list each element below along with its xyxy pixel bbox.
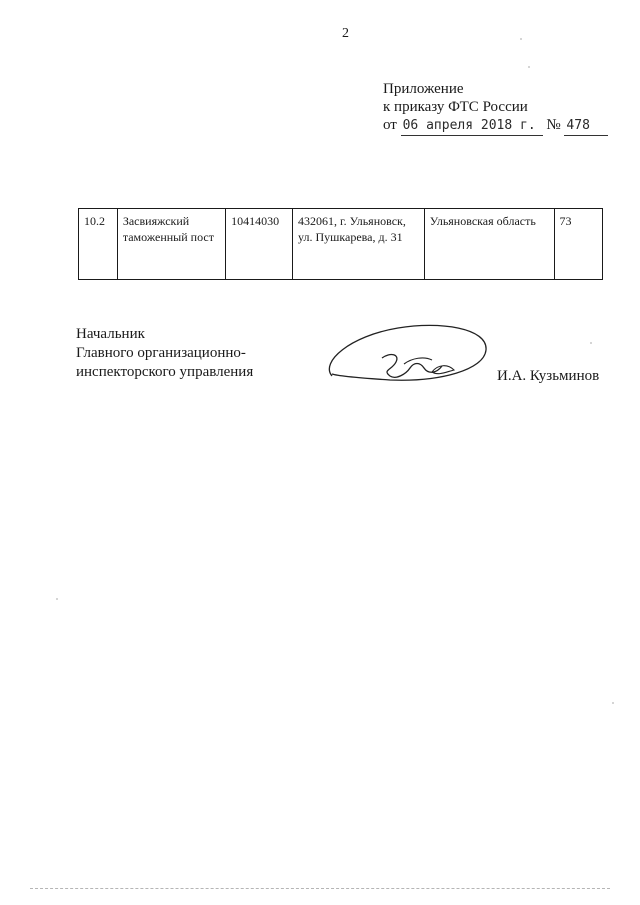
appendix-date-line [383,116,608,136]
scan-speck [528,66,530,68]
cell-region-code: 73 [554,209,603,280]
order-date: 06 апреля 2018 г. [401,117,543,136]
position-line: Главного организационно- [76,345,246,361]
position-line: инспекторского управления [76,364,254,380]
cell-region: Ульяновская область [424,209,554,280]
date-prefix: от [383,117,397,133]
cell-post-name: Засвияжский таможенный пост [117,209,225,280]
cell-address: 432061, г. Ульяновск, ул. Пушкарева, д. 31 [293,209,425,280]
table-row [79,209,603,280]
scan-speck [612,702,614,704]
cell-row-number: 10.2 [79,209,118,280]
page-number: 2 [342,26,349,41]
position-line: Начальник [76,326,145,342]
scan-edge-line [30,888,610,889]
scan-speck [590,342,592,344]
signer-name: И.А. Кузьминов [497,368,600,384]
cell-post-code: 10414030 [226,209,293,280]
appendix-subtitle: к приказу ФТС России [383,99,528,115]
scan-speck [56,598,58,600]
number-prefix: № [546,117,561,133]
appendix-title: Приложение [383,81,464,97]
order-number: 478 [564,117,608,136]
customs-posts-table [78,208,603,280]
signer-position [76,325,253,382]
appendix-header [383,80,608,136]
scan-speck [520,38,522,40]
handwritten-signature [320,318,495,388]
